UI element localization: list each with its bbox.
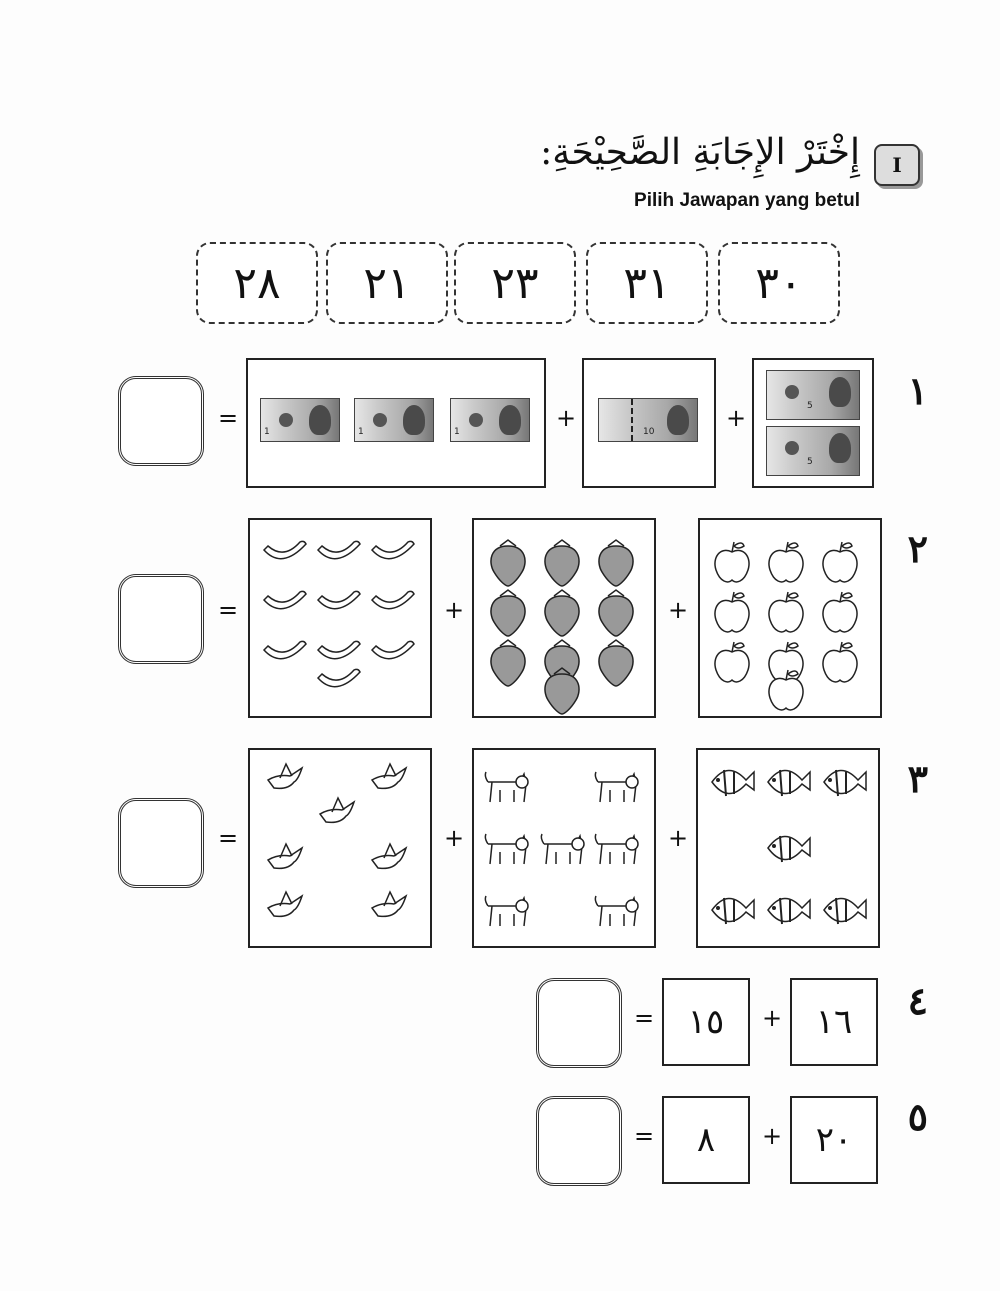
answer-choice-31[interactable]: ٣١ (586, 242, 708, 324)
cat-icon (541, 834, 584, 864)
plus-sign: + (556, 404, 577, 432)
section-badge: I (874, 144, 920, 186)
apple-icon (823, 642, 857, 682)
banana-icon (372, 591, 414, 608)
question-number-1: ١ (907, 368, 928, 413)
strawberry-icon (599, 640, 633, 686)
equals-sign: = (218, 596, 239, 624)
fish-icon (768, 770, 810, 796)
bird-icon (268, 764, 302, 788)
plus-sign: + (668, 596, 689, 624)
addend-box-right: ١٦ (790, 978, 878, 1066)
cat-icon (485, 896, 528, 926)
bird-icon (372, 844, 406, 868)
strawberry-icon (599, 540, 633, 586)
banknote-panel-ones (246, 358, 546, 488)
apple-icon (823, 542, 857, 582)
bird-icon (268, 844, 302, 868)
apple-icon (769, 642, 803, 682)
plus-sign: + (762, 1122, 783, 1150)
banknote-1-ringgit: 1 (354, 398, 434, 442)
strawberry-group (474, 520, 654, 716)
cat-panel (472, 748, 656, 948)
addend-box-left: ١٥ (662, 978, 750, 1066)
answer-drop-box-5[interactable] (536, 1096, 622, 1186)
answer-drop-box-3[interactable] (118, 798, 204, 888)
bird-group (250, 750, 430, 946)
apple-icon (769, 592, 803, 632)
banknote-panel-fives (752, 358, 874, 488)
fish-panel (696, 748, 880, 948)
apple-icon (823, 592, 857, 632)
bird-icon (372, 892, 406, 916)
fish-icon (712, 770, 754, 796)
bird-panel (248, 748, 432, 948)
fish-icon (712, 898, 754, 924)
fish-icon (768, 898, 810, 924)
banana-group (250, 520, 430, 716)
question-number-5: ٥ (907, 1094, 928, 1139)
answer-drop-box-4[interactable] (536, 978, 622, 1068)
cat-group (474, 750, 654, 946)
banknote-5-ringgit: 5 (766, 370, 860, 420)
equals-sign: = (634, 1122, 655, 1150)
cat-icon (485, 772, 528, 802)
banknote-panel-tens (582, 358, 716, 488)
equals-sign: = (634, 1004, 655, 1032)
banknote-5-ringgit: 5 (766, 426, 860, 476)
bird-icon (372, 764, 406, 788)
plus-sign: + (726, 404, 747, 432)
equals-sign: = (218, 404, 239, 432)
plus-sign: + (444, 824, 465, 852)
apple-icon (715, 592, 749, 632)
banana-icon (264, 591, 306, 608)
banknote-1-ringgit: 1 (260, 398, 340, 442)
bird-icon (268, 892, 302, 916)
answer-choice-23[interactable]: ٢٣ (454, 242, 576, 324)
strawberry-icon (545, 590, 579, 636)
banana-panel (248, 518, 432, 718)
apple-icon (715, 642, 749, 682)
apple-icon (769, 542, 803, 582)
answer-choice-28[interactable]: ٢٨ (196, 242, 318, 324)
plus-sign: + (668, 824, 689, 852)
strawberry-icon (491, 540, 525, 586)
question-number-4: ٤ (907, 978, 928, 1023)
instruction-subtitle: Pilih Jawapan yang betul (634, 190, 860, 211)
addend-box-left: ٨ (662, 1096, 750, 1184)
apple-icon (715, 542, 749, 582)
banana-icon (318, 669, 360, 686)
instruction-title-arabic: إِخْتَرْ الإِجَابَةِ الصَّحِيْحَةِ: (540, 132, 860, 173)
banana-icon (264, 541, 306, 558)
answer-drop-box-1[interactable] (118, 376, 204, 466)
strawberry-panel (472, 518, 656, 718)
banana-icon (318, 591, 360, 608)
banknote-10-ringgit: 10 (598, 398, 698, 442)
banana-icon (318, 641, 360, 658)
cat-icon (595, 772, 638, 802)
answer-drop-box-2[interactable] (118, 574, 204, 664)
addend-box-right: ٢٠ (790, 1096, 878, 1184)
banana-icon (264, 641, 306, 658)
answer-choice-21[interactable]: ٢١ (326, 242, 448, 324)
banana-icon (372, 541, 414, 558)
banana-icon (318, 541, 360, 558)
strawberry-icon (545, 540, 579, 586)
cat-icon (485, 834, 528, 864)
bird-icon (320, 798, 354, 822)
banana-icon (372, 641, 414, 658)
apple-group (700, 520, 880, 716)
fish-icon (768, 836, 810, 862)
apple-panel (698, 518, 882, 718)
fish-icon (824, 898, 866, 924)
strawberry-icon (491, 640, 525, 686)
cat-icon (595, 834, 638, 864)
answer-choice-30[interactable]: ٣٠ (718, 242, 840, 324)
fish-group (698, 750, 878, 946)
question-number-2: ٢ (907, 526, 928, 571)
cat-icon (595, 896, 638, 926)
banknote-1-ringgit: 1 (450, 398, 530, 442)
fish-icon (824, 770, 866, 796)
equals-sign: = (218, 824, 239, 852)
plus-sign: + (444, 596, 465, 624)
strawberry-icon (491, 590, 525, 636)
question-number-3: ٣ (907, 756, 928, 801)
strawberry-icon (599, 590, 633, 636)
plus-sign: + (762, 1004, 783, 1032)
